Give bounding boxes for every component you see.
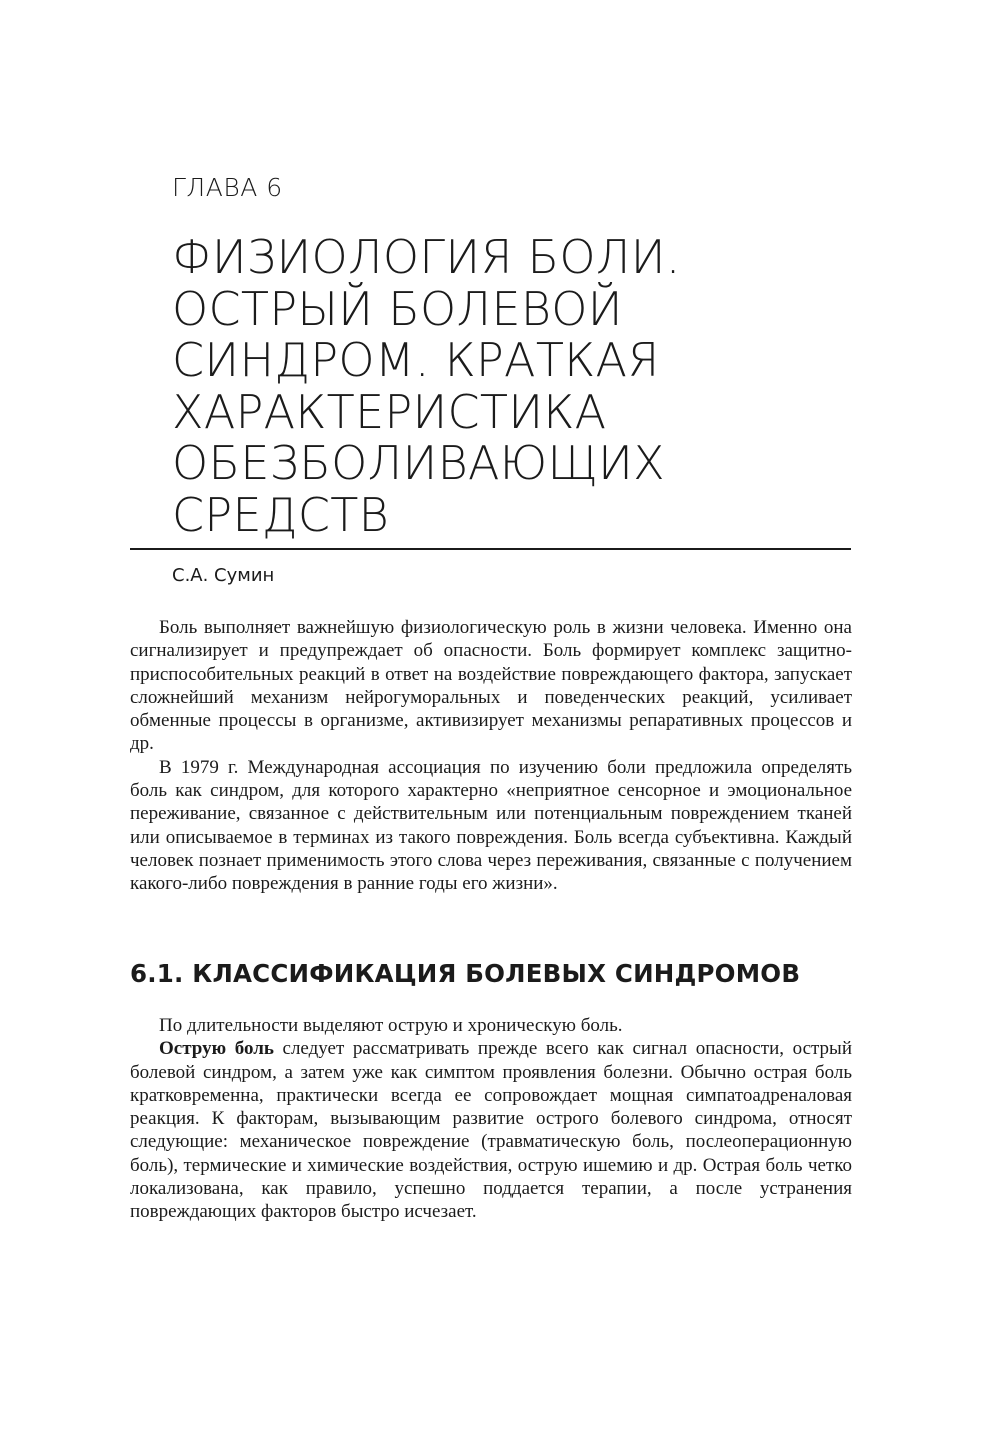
intro-text bbox=[130, 616, 852, 896]
intro-paragraph: В 1979 г. Международная ассоциация по изучению боли предложила определять боль как синдром, для которого характерно «неприятное сенсорное и эмоциональное переживание, связанное с действительным или потенциальным повреждением тканей или описываемое в терминах из такого повреждения. Боль всегда субъективна. Каждый человек познает применимость этого слова через переживания, связанные с получением какого-либо повреждения в ранние годы его жизни». bbox=[130, 756, 852, 895]
chapter-label: ГЛАВА 6 bbox=[172, 173, 283, 202]
chapter-title-line: ФИЗИОЛОГИЯ БОЛИ. bbox=[172, 230, 681, 284]
chapter-title-line: ХАРАКТЕРИСТИКА bbox=[172, 384, 607, 439]
bold-term: Острую боль bbox=[159, 1038, 274, 1060]
author-name: С.А. Сумин bbox=[172, 565, 275, 586]
chapter-title-line: СИНДРОМ. КРАТКАЯ bbox=[172, 333, 660, 387]
chapter-title-line: ОБЕЗБОЛИВАЮЩИХ bbox=[172, 436, 665, 490]
paragraph-text: следует рассматривать прежде всего как сигнал опасности, острый болевой синдром, а затем уже как симптом проявления болезни. Обычно острая боль кратковременна, практически всегда ее сопровождает мощная симпатоадреналовая реакция. К факторам, вызывающим развитие острого болевого синдрома, относят следующие: механическое повреждение (травматическую боль, послеоперационную боль), термические и химические воздействия, острую ишемию и др. Острая боль четко локализована, как правило, успешно поддается терапии, а после устранения повреждающих факторов быстро исчезает. bbox=[130, 1038, 852, 1223]
intro-paragraph: Боль выполняет важнейшую физиологическую роль в жизни человека. Именно она сигнализирует и предупреждает об опасности. Боль формирует комплекс защитно-приспособительных реакций в ответ на воздействие повреждающего фактора, запускает сложнейший механизм нейрогуморальных и поведенческих реакций, усиливает обменные процессы в организме, активизирует механизмы репаративных процессов и др. bbox=[130, 617, 852, 755]
section-text bbox=[130, 1014, 852, 1224]
title-divider bbox=[130, 548, 851, 550]
section-heading: 6.1. КЛАССИФИКАЦИЯ БОЛЕВЫХ СИНДРОМОВ bbox=[130, 959, 801, 988]
section-paragraph bbox=[130, 1037, 852, 1223]
section-paragraph: По длительности выделяют острую и хроническую боль. bbox=[159, 1015, 623, 1036]
chapter-title-line: ОСТРЫЙ БОЛЕВОЙ bbox=[172, 281, 623, 336]
chapter-title-line: СРЕДСТВ bbox=[172, 487, 390, 542]
chapter-title bbox=[172, 232, 852, 541]
